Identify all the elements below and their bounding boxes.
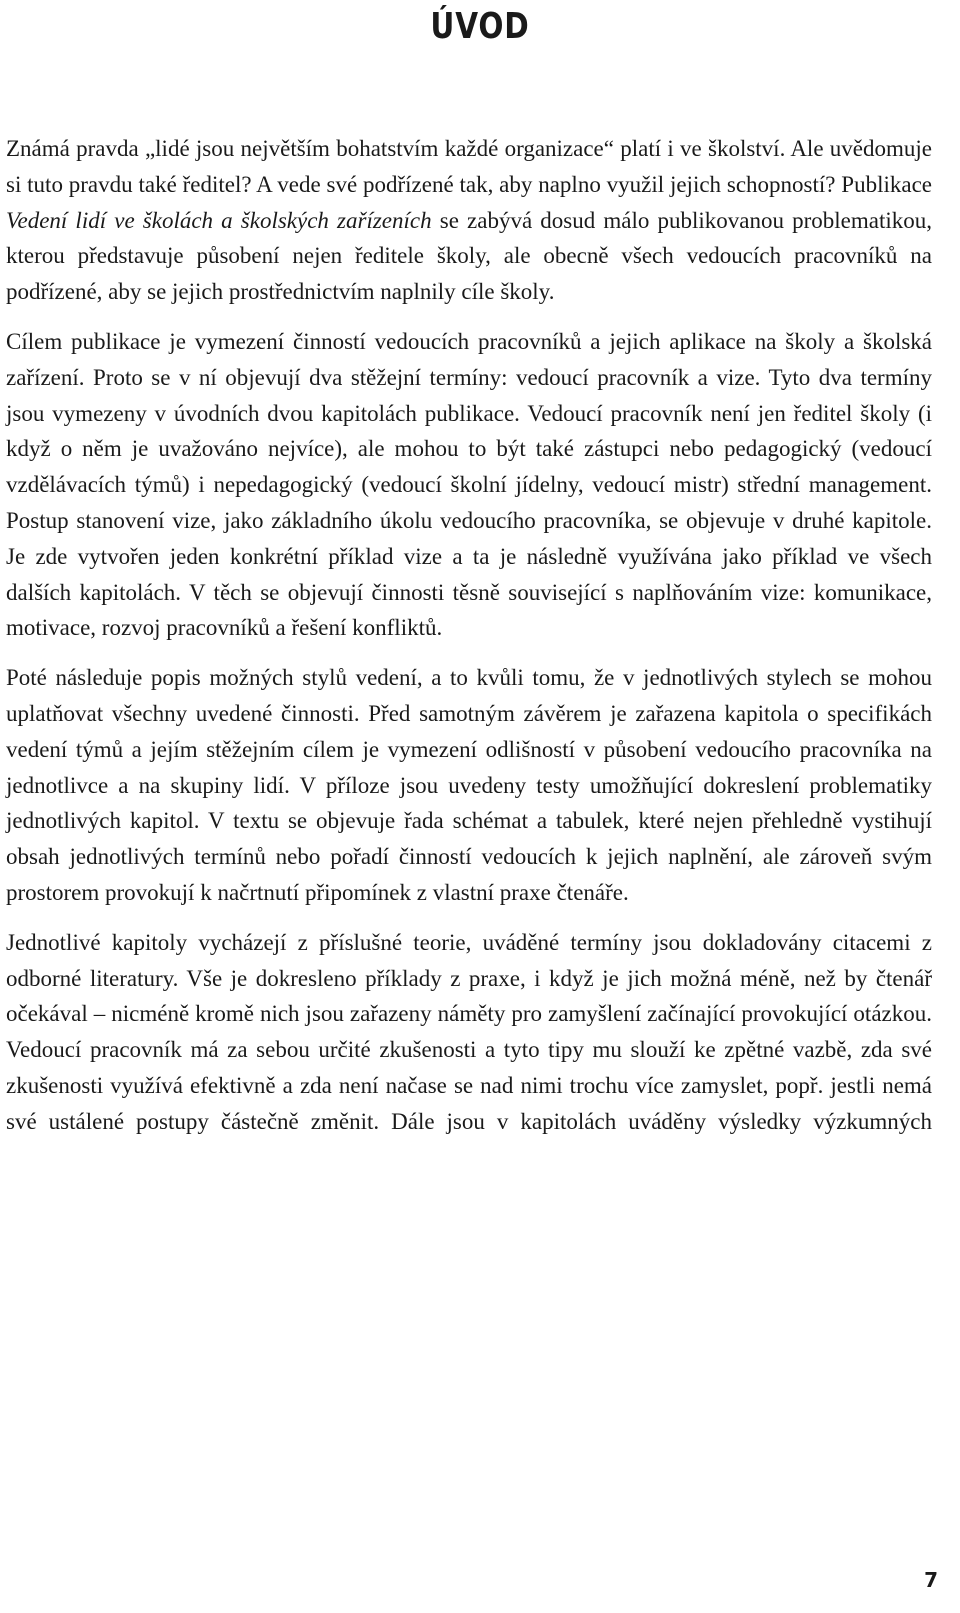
page-number: 7 (924, 1568, 938, 1592)
paragraph-4: Jednotlivé kapitoly vycházejí z příslušné teorie, uváděné termíny jsou dokladovány citacemi z odborné literatury. Vše je dokresleno příklady z praxe, i když je jich možná méně, než by čtenář očekával – nicméně kromě nich jsou zařazeny náměty pro zamyšlení začínající provokující otázkou. Vedoucí pracovník má za sebou určité zkušenosti a tyto tipy mu slouží ke zpětné vazbě, zda své zkušenosti využívá efektivně a zda není načase se nad nimi trochu více zamyslet, popř. jestli nemá své ustálené postupy částečně změnit. Dále jsou v kapitolách uváděny výsledky výzkumných (6, 929, 932, 1134)
paragraph-1-intro: Známá pravda „lidé jsou největším bohatstvím každé organizace“ platí i ve školství. Ale uvědomuje si tuto pravdu také ředitel? A vede své podřízené tak, aby naplno využil jejich schopností? Publikace (6, 136, 932, 197)
body-text (6, 131, 932, 1140)
publication-title: Vedení lidí ve školách a školských zařízeních (6, 207, 432, 233)
paragraph-2: Cílem publikace je vymezení činností vedoucích pracovníků a jejich aplikace na školy a školská zařízení. Proto se v ní objevují dva stěžejní termíny: vedoucí pracovník a vize. Tyto dva termíny jsou vymezeny v úvodních dvou kapitolách publikace. Vedoucí pracovník není jen ředitel školy (i když o něm je uvažováno nejvíce), ale mohou to být také zástupci nebo pedagogický (vedoucí vzdělávacích týmů) i nepedagogický (vedoucí školní jídelny, vedoucí mistr) střední management. Postup stanovení vize, jako základního úkolu vedoucího pracovníka, se objevuje v druhé kapitole. Je zde vytvořen jeden konkrétní příklad vize a ta je následně využívána jako příklad ve všech dalších kapitolách. V těch se objevují činnosti těsně související s naplňováním vize: komunikace, motivace, rozvoj pracovníků a řešení konfliktů. (6, 328, 932, 641)
paragraph-1-rest: se zabývá dosud málo publikovanou problematikou, kterou představuje působení nejen ředitele školy, ale obecně všech vedoucích pracovníků na podřízené, aby se jejich prostřednictvím naplnily cíle školy. (6, 207, 932, 305)
paragraph-3: Poté následuje popis možných stylů vedení, a to kvůli tomu, že v jednotlivých stylech se mohou uplatňovat všechny uvedené činnosti. Před samotným závěrem je zařazena kapitola o specifikách vedení týmů a jejím stěžejním cílem je vymezení odlišností v působení vedoucího pracovníka na jednotlivce a na skupiny lidí. V příloze jsou uvedeny testy umožňující dokreslení problematiky jednotlivých kapitol. V textu se objevuje řada schémat a tabulek, které nejen přehledně vystihují obsah jednotlivých termínů nebo pořadí činností vedoucích k jejich naplnění, ale zároveň svým prostorem provokují k načrtnutí připomínek z vlastní praxe čtenáře. (6, 665, 932, 905)
chapter-heading: ÚVOD (430, 6, 530, 47)
paragraph-1 (6, 131, 932, 310)
